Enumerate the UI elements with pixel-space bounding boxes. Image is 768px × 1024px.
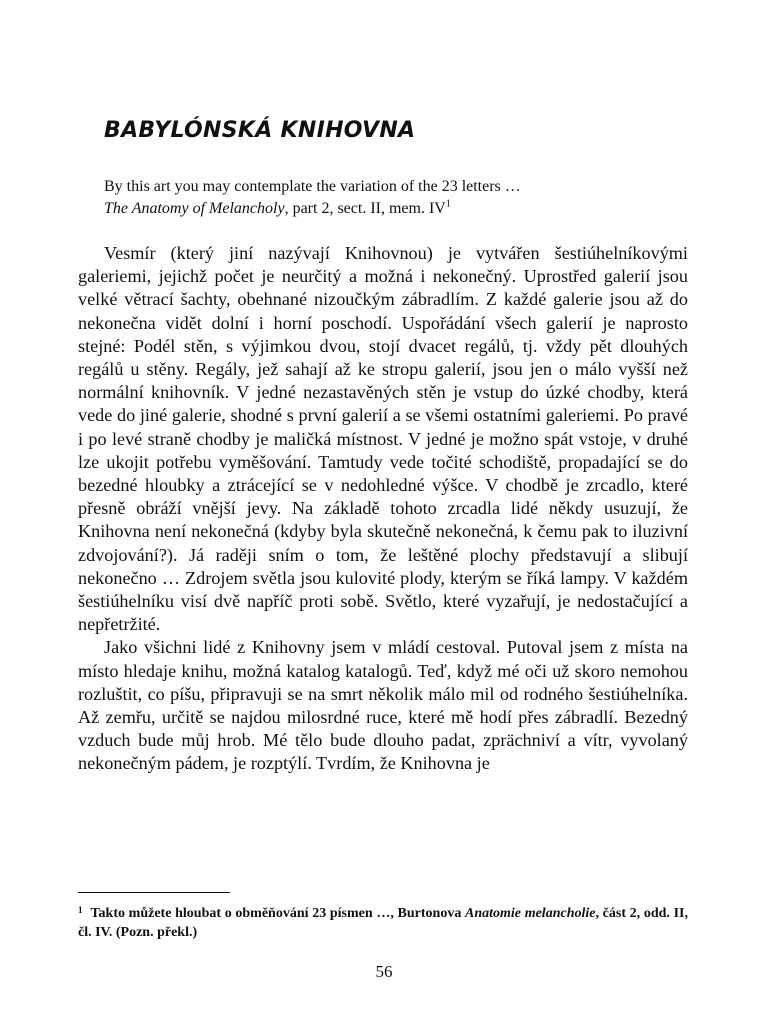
body-text <box>78 242 688 776</box>
epigraph-source <box>104 198 704 220</box>
epigraph-work-title: The Anatomy of Melancholy <box>104 200 285 217</box>
paragraph-1: Vesmír (který jiní nazývají Knihovnou) je vytvářen šestiúhelníkovými galeriemi, jejichž počet je neurčitý a možná i nekonečný. Uprostřed galerií jsou velké větrací šachty, obehnané nizoučkým zábradlím. Z každé galerie jsou až do nekonečna vidět dolní i horní poschodí. Uspořádání všech galerií je naprosto stejné: Podél stěn, s výjimkou dvou, stojí dvacet regálů, tj. vždy pět dlouhých regálů u stěny. Regály, jež sahají až ke stropu galerií, jsou jen o málo vyšší než normální knihovník. V jedné nezastavěných stěn je vstup do úzké chodby, která vede do jiné galerie, shodné s první galerií a se všemi ostatními galeriemi. Po pravé i po levé straně chodby je maličká místnost. V jedné je možno spát vstoje, v druhé lze ukojit potřebu vyměšování. Tamtudy vede točité schodiště, propadající se do bezedné hloubky a ztrácející se v nedohledné výšce. V chodbě je zrcadlo, které přesně obráží vnější jevy. Na základě tohoto zrcadla lidé někdy usuzují, že Knihovna není nekonečná (kdyby byla skutečně nekonečná, k čemu pak to iluzivní zdvojování?). Já raději sním o tom, že leštěné plochy představují a slibují nekonečno … Zdrojem světla jsou kulovité plody, kterým se říká lampy. V každém šestiúhelníku visí dvě napříč proti sobě. Světlo, které vyzařují, je nedostačující a nepřetržité. <box>78 243 688 635</box>
paragraph-2: Jako všichni lidé z Knihovny jsem v mládí cestoval. Putoval jsem z místa na místo hledaje knihu, možná katalog katalogů. Teď, když mé oči už skoro nemohou rozluštit, co píšu, připravuji se na smrt několik málo mil od rodného šestiúhelníka. Až zemřu, určitě se najdou milosrdné ruce, které mě hodí přes zábradlí. Bezedný vzduch bude můj hrob. Mé tělo bude dlouho padat, zprächniví a vítr, vyvolaný nekonečným pádem, je rozptýlí. Tvrdím, že Knihovna je <box>78 637 688 774</box>
footnote-reference: 1 <box>445 198 451 210</box>
footnote-text-before: Takto můžete hloubat o obměňování 23 písmen …, Burtonova <box>90 906 466 921</box>
footnote <box>78 901 688 942</box>
page-number: 56 <box>375 962 393 981</box>
epigraph-citation: , part 2, sect. II, mem. IV <box>284 200 446 217</box>
footnote-work-title: Anatomie melancholie <box>465 906 596 921</box>
footnote-divider <box>78 892 230 893</box>
epigraph <box>104 176 704 220</box>
chapter-title: BABYLÓNSKÁ KNIHOVNA <box>104 118 416 143</box>
epigraph-quote: By this art you may contemplate the variation of the 23 letters … <box>104 178 521 195</box>
footnote-mark: 1 <box>78 905 83 915</box>
footnote-text-after: , část 2, odd. II, čl. IV. (Pozn. překl.) <box>78 906 689 940</box>
